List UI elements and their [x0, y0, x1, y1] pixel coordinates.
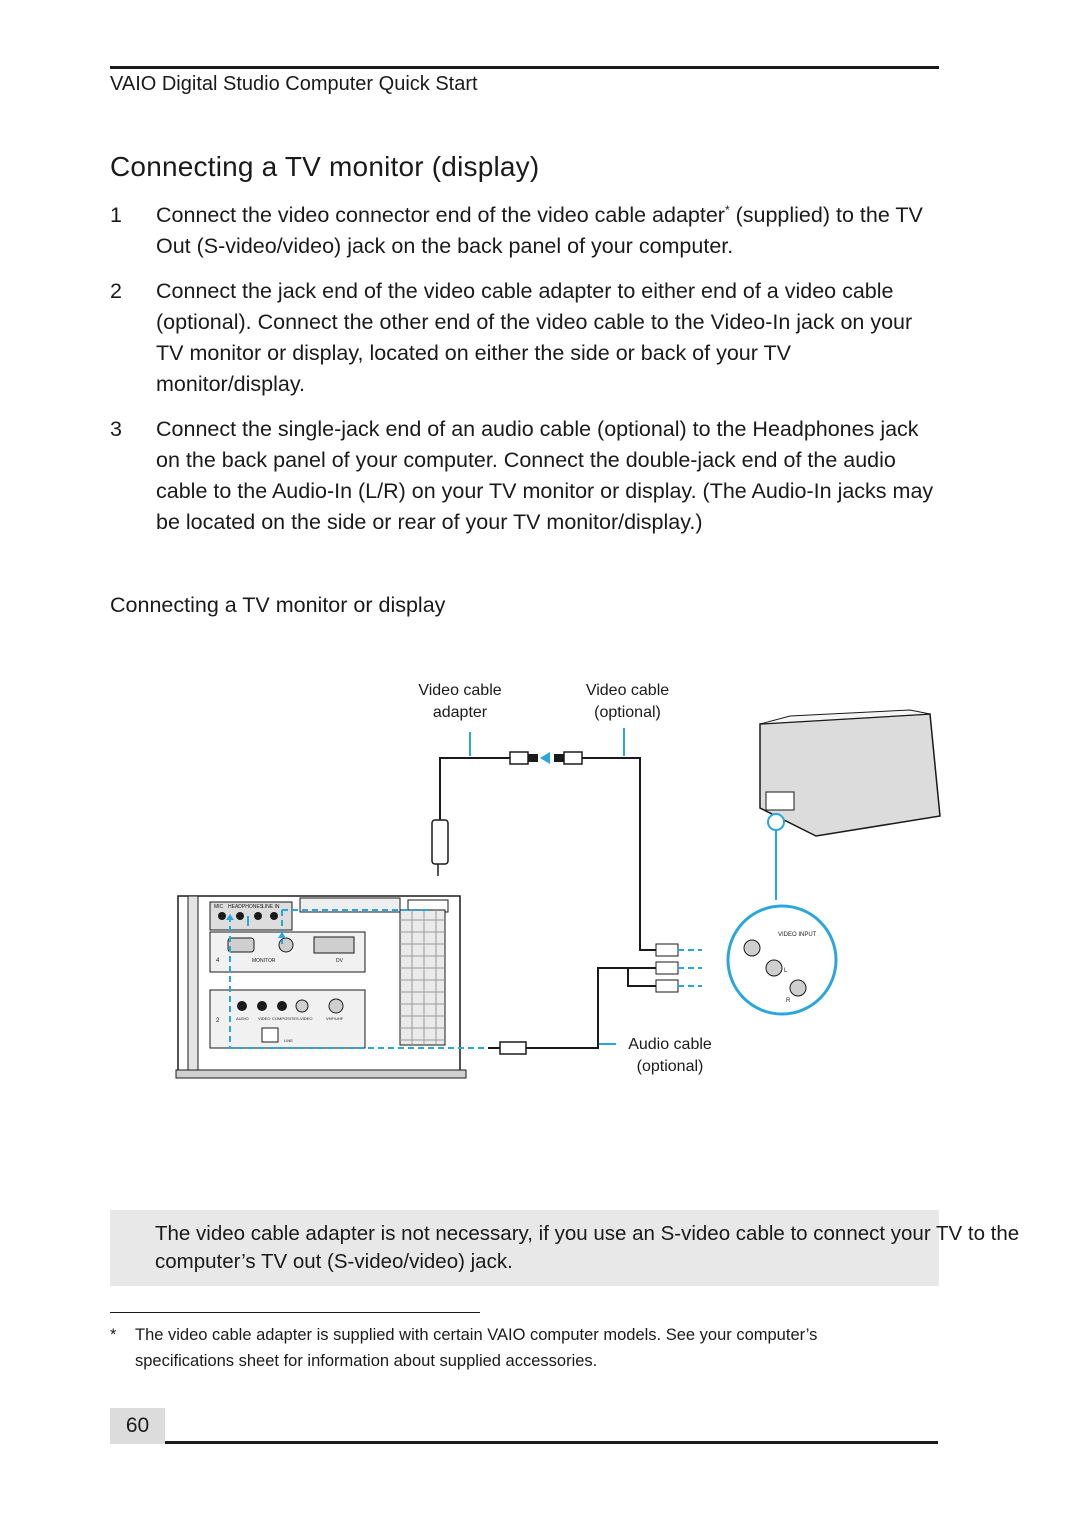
video-label: VIDEO	[258, 1016, 271, 1021]
line-label: LINE	[284, 1038, 293, 1043]
figure-caption: Connecting a TV monitor or display	[110, 593, 446, 617]
s-video-label: S-VIDEO	[296, 1016, 313, 1021]
step-text	[156, 200, 940, 262]
section-title: Connecting a TV monitor (display)	[110, 151, 540, 182]
label-line: Audio cable	[628, 1036, 712, 1053]
header-rule	[110, 66, 939, 69]
video-cable	[582, 758, 656, 950]
step-text: Connect the single-jack end of an audio cable (optional) to the Headphones jack on the back panel of your computer. Connect the double-jack end of the audio cable to the Audio-In (L/R) on your TV monitor or display. (The Audio-In jacks may be located on the side or rear of your TV monitor/display.)	[156, 417, 934, 534]
footnote-rule	[110, 1312, 480, 1313]
tv-r-label: R	[786, 998, 791, 1004]
footnote-marker: *	[110, 1326, 117, 1344]
vhf-uhf-label: VHF/UHF	[326, 1016, 344, 1021]
tv-input-zoom	[728, 906, 836, 1014]
step-3	[110, 414, 940, 538]
label-line: (optional)	[594, 704, 661, 721]
audio-cable	[526, 968, 656, 1048]
dvi-port	[314, 937, 354, 953]
connection-diagram	[170, 670, 950, 1090]
mic-label: MIC	[214, 904, 224, 910]
s-video-connector	[432, 820, 448, 864]
headphones-label: HEADPHONES	[228, 904, 264, 910]
footnote-marker: *	[724, 202, 730, 217]
label-line: Video cable	[418, 682, 502, 699]
footer-rule	[165, 1441, 938, 1444]
step-number: 3	[110, 417, 122, 441]
computer-back-panel	[176, 896, 466, 1078]
diagram-svg	[170, 670, 950, 1090]
step-number: 2	[110, 279, 122, 303]
step-number: 1	[110, 203, 122, 227]
line-in-label: LINE IN	[262, 904, 280, 910]
adapter-cable	[440, 758, 510, 820]
dv-label: DV	[336, 958, 343, 964]
step-text-part: (supplied) to the TV Out (S-video/video) jack on the back panel of your computer.	[156, 203, 923, 258]
label-line: (optional)	[636, 1058, 704, 1075]
footnote-text: The video cable adapter is supplied with certain VAIO computer models. See your computer’s specifications sheet for information about supplied accessories.	[135, 1326, 818, 1370]
step-2	[110, 276, 940, 400]
step-1	[110, 200, 940, 262]
audio-plug	[500, 1042, 526, 1054]
label-line: adapter	[432, 704, 488, 721]
footnote	[110, 1322, 830, 1374]
composite-label: COMPOSITE	[272, 1016, 297, 1021]
tv-monitor	[760, 710, 940, 836]
tv-l-label: L	[784, 968, 788, 974]
running-header: VAIO Digital Studio Computer Quick Start	[110, 73, 478, 95]
page-number: 60	[110, 1408, 165, 1444]
note-box	[110, 1210, 1020, 1286]
step-text: Connect the jack end of the video cable adapter to either end of a video cable (optional). Connect the other end of the video cable to the Video-In jack on your TV monitor or display, located on either the side or back of your TV monitor/display.	[156, 279, 913, 396]
slot-4-label: 4	[216, 958, 220, 964]
monitor-label: MONITOR	[252, 958, 276, 964]
note-text: The video cable adapter is not necessary, if you use an S-video cable to connect your TV to the computer’s TV out (S-video/video) jack.	[155, 1222, 1020, 1273]
tv-video-input-label: VIDEO INPUT	[778, 932, 817, 938]
monitor-port	[228, 938, 254, 952]
steps-list	[110, 200, 940, 552]
slot-2-label: 2	[216, 1018, 220, 1024]
step-text-part: Connect the video connector end of the video cable adapter	[156, 203, 725, 227]
label-line: Video cable	[585, 682, 670, 699]
audio-label: AUDIO	[236, 1016, 249, 1021]
